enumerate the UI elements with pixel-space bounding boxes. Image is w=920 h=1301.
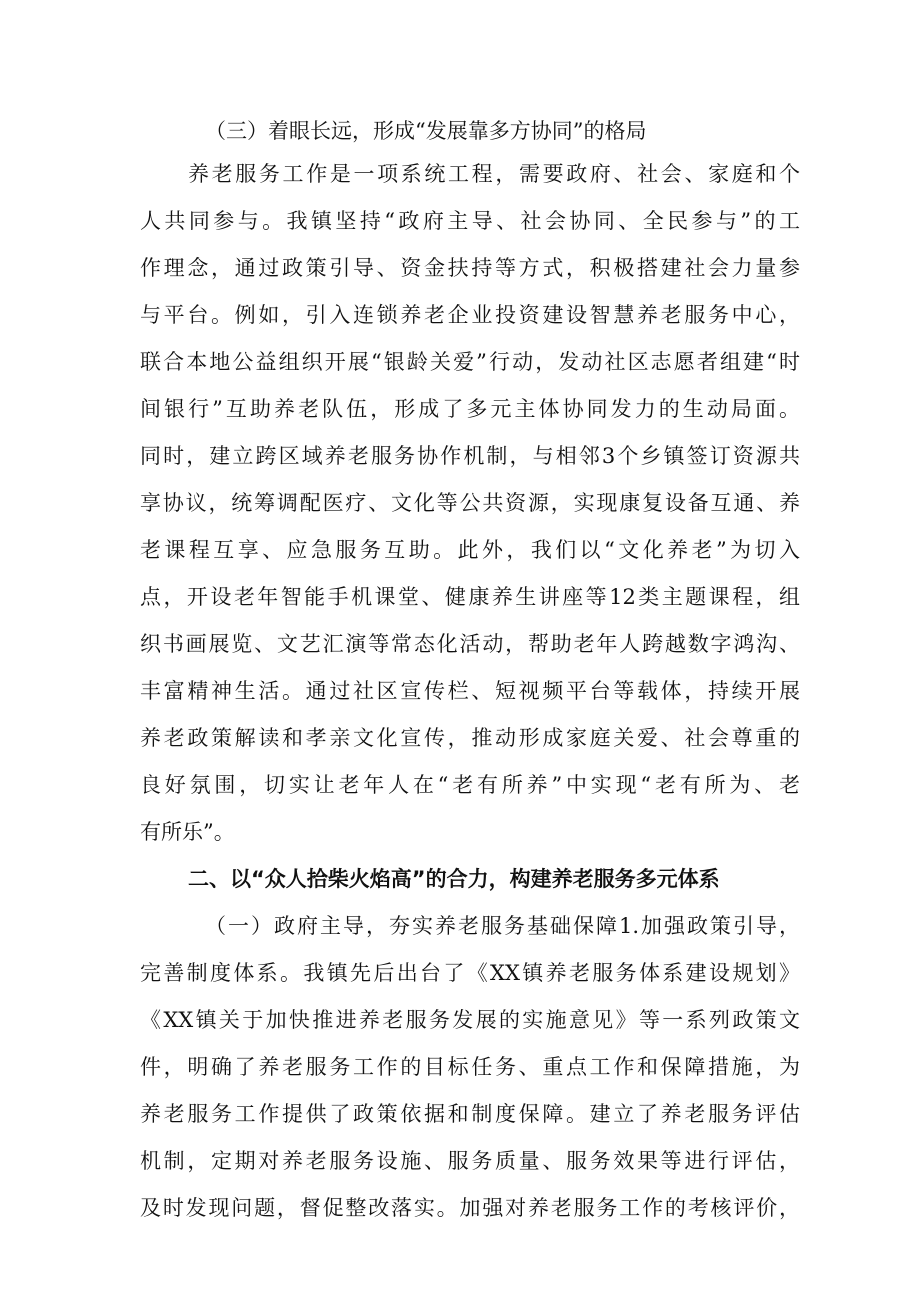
paragraph-line: 作理念，通过政策引导、资金扶持等方式，积极搭建社会力量参 <box>140 256 800 280</box>
paragraph-line: 织书画展览、文艺汇演等常态化活动，帮助老年人跨越数字鸿沟、 <box>140 632 800 656</box>
paragraph-line: 丰富精神生活。通过社区宣传栏、短视频平台等载体，持续开展 <box>140 679 800 703</box>
paragraph-line: 联合本地公益组织开展“银龄关爱”行动，发动社区志愿者组建“时 <box>140 350 800 374</box>
paragraph-line: 养老服务工作是一项系统工程，需要政府、社会、家庭和个 <box>188 162 800 186</box>
sub-heading-3: （三）着眼长远，形成“发展靠多方协同”的格局 <box>205 119 647 143</box>
paragraph-line: 养老服务工作提供了政策依据和制度保障。建立了养老服务评估 <box>140 1102 800 1126</box>
paragraph-line: 机制，定期对养老服务设施、服务质量、服务效果等进行评估， <box>140 1149 800 1173</box>
paragraph-line: 完善制度体系。我镇先后出台了《XX镇养老服务体系建设规划》 <box>140 961 800 985</box>
paragraph-line: 有所乐”。 <box>140 820 235 844</box>
paragraph-line: 良好氛围，切实让老年人在“老有所养”中实现“老有所为、老 <box>140 773 800 797</box>
paragraph-line: 点，开设老年智能手机课堂、健康养生讲座等12类主题课程，组 <box>140 585 800 609</box>
paragraph-line: 人共同参与。我镇坚持“政府主导、社会协同、全民参与”的工 <box>140 209 800 233</box>
section-heading-2: 二、以“众人拾柴火焰高”的合力，构建养老服务多元体系 <box>188 867 720 891</box>
paragraph-line: 及时发现问题，督促整改落实。加强对养老服务工作的考核评价， <box>140 1196 800 1220</box>
paragraph-line: 老课程互享、应急服务互助。此外，我们以“文化养老”为切入 <box>140 538 800 562</box>
paragraph-line: 间银行”互助养老队伍，形成了多元主体协同发力的生动局面。 <box>140 397 800 421</box>
paragraph-line: 养老政策解读和孝亲文化宣传，推动形成家庭关爱、社会尊重的 <box>140 726 800 750</box>
paragraph-line: 《XX镇关于加快推进养老服务发展的实施意见》等一系列政策文 <box>140 1008 800 1032</box>
paragraph-line: 与平台。例如，引入连锁养老企业投资建设智慧养老服务中心， <box>140 303 800 327</box>
paragraph-line: （一）政府主导，夯实养老服务基础保障1.加强政策引导， <box>205 914 800 938</box>
paragraph-line: 同时，建立跨区域养老服务协作机制，与相邻3个乡镇签订资源共 <box>140 444 800 468</box>
paragraph-line: 件，明确了养老服务工作的目标任务、重点工作和保障措施，为 <box>140 1055 800 1079</box>
paragraph-line: 享协议，统筹调配医疗、文化等公共资源，实现康复设备互通、养 <box>140 491 800 515</box>
